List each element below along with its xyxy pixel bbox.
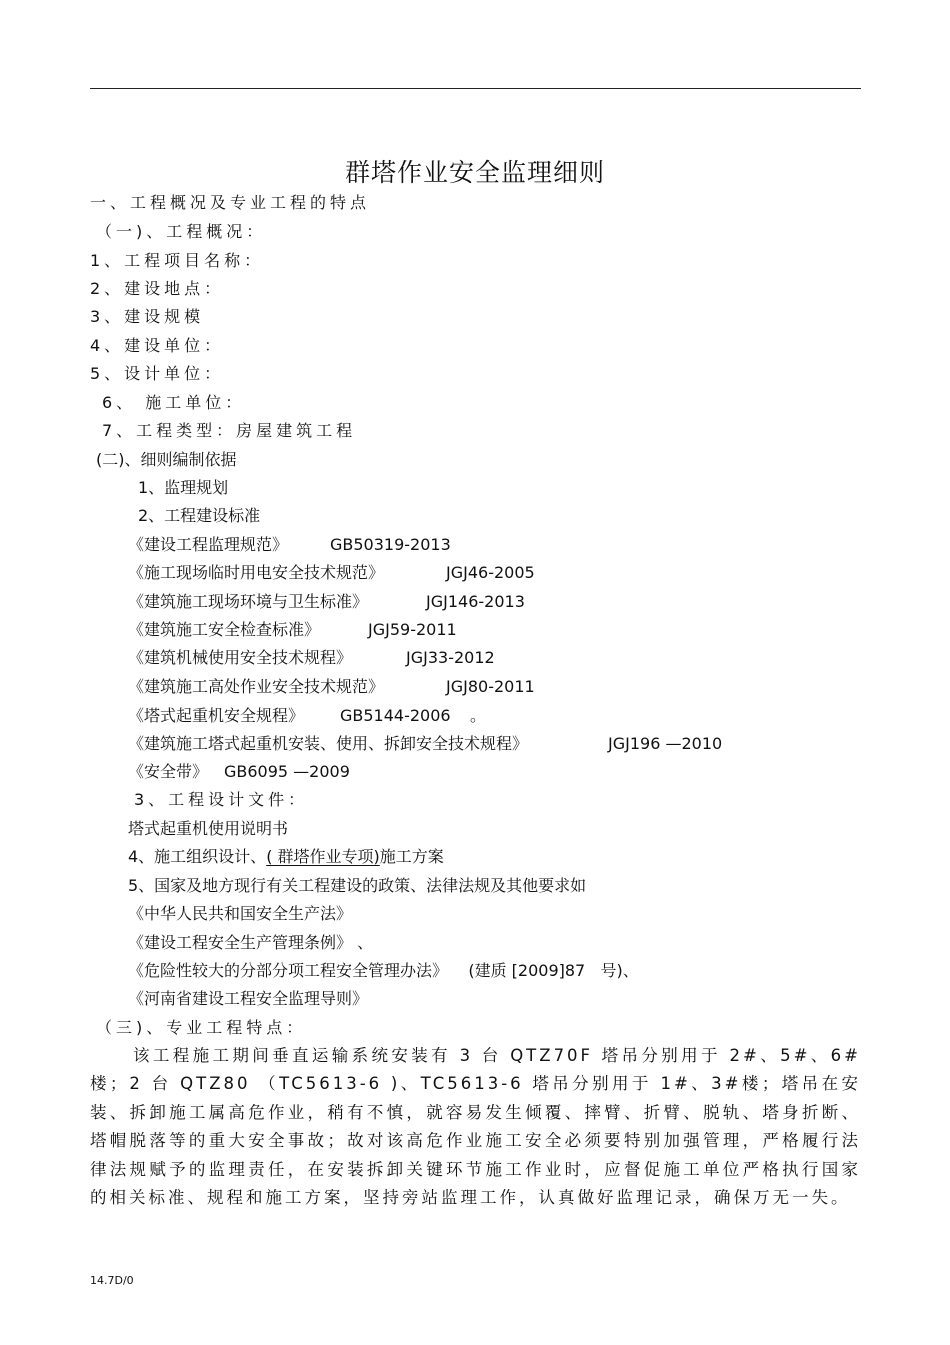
standard-name: 《建筑施工塔式起重机安装、使用、拆卸安全技术规程》 <box>128 734 529 753</box>
basis-item: 5、国家及地方现行有关工程建设的政策、法律法规及其他要求如 <box>128 876 587 895</box>
overview-item: 3、建设规模 <box>90 307 205 326</box>
standard-name: 《建筑施工安全检查标准》 <box>128 620 321 639</box>
standard-name: 《建筑施工现场环境与卫生标准》 <box>128 592 369 611</box>
design-document: 塔式起重机使用说明书 <box>128 819 289 838</box>
basis-4-suffix: 施工方案 <box>379 847 444 866</box>
section-1-2-heading: (二)、细则编制依据 <box>96 450 237 469</box>
standard-name: 《安全带》 <box>128 762 209 781</box>
law-item: 《建设工程安全生产管理条例》 、 <box>128 933 374 952</box>
basis-4-underlined: ( 群塔作业专项) <box>266 847 380 866</box>
overview-item: 1、工程项目名称： <box>90 251 265 270</box>
basis-item: 2、工程建设标准 <box>138 506 261 525</box>
standard-name: 《建筑施工高处作业安全技术规范》 <box>128 677 385 696</box>
section-1-heading: 一、工程概况及专业工程的特点 <box>90 193 371 212</box>
overview-item: 4、建设单位： <box>90 336 225 355</box>
document-title: 群塔作业安全监理细则 <box>344 158 605 187</box>
basis-item-4 <box>128 847 444 867</box>
standard-code: JGJ46-2005 <box>446 563 535 582</box>
standard-code: GB5144-2006 <box>340 706 451 725</box>
section-1-3-heading: （三)、专业工程特点： <box>96 1018 307 1037</box>
basis-item: 3、工程设计文件： <box>134 790 309 809</box>
standard-code: JGJ59-2011 <box>368 620 457 639</box>
standard-name: 《塔式起重机安全规程》 <box>128 706 305 725</box>
basis-item: 1、监理规划 <box>138 478 229 497</box>
standard-name: 《建筑机械使用安全技术规程》 <box>128 648 353 667</box>
overview-item: 6、 施工单位： <box>102 393 246 412</box>
footer-code: 14.7D/0 <box>90 1274 134 1287</box>
standard-code: GB50319-2013 <box>330 535 451 554</box>
overview-item: 5、设计单位： <box>90 364 225 383</box>
standard-name: 《建设工程监理规范》 <box>128 535 289 554</box>
project-characteristics-paragraph: 该工程施工期间垂直运输系统安装有 3 台 QTZ70F 塔吊分别用于 2#、5#、6#楼；2 台 QTZ80 （TC5613-6 )、TC5613-6 塔吊分别用于 1#、3#楼；塔吊在安装、拆卸施工属高危作业，稍有不慎，就容易发生倾覆、摔臂、折臂、脱轨、塔身折断、塔帽脱落等的重大安全事故；故对该高危作业施工安全必须要特别加强管理，严格履行法律法规赋予的监理责任，在安装拆卸关键环节施工作业时，应督促施工单位严格执行国家的相关标准、规程和施工方案，坚持旁站监理工作，认真做好监理记录，确保万无一失。 <box>90 1046 861 1208</box>
standard-code: JGJ33-2012 <box>406 648 495 667</box>
standard-name: 《施工现场临时用电安全技术规范》 <box>128 563 385 582</box>
section-1-1-heading: （一)、工程概况： <box>96 222 267 241</box>
overview-item: 7、工程类型：房屋建筑工程 <box>102 421 357 440</box>
standard-suffix: 。 <box>470 706 487 725</box>
standard-code: JGJ80-2011 <box>446 677 535 696</box>
law-item: 《中华人民共和国安全生产法》 <box>128 904 353 923</box>
header-rule <box>90 88 861 89</box>
basis-4-prefix: 4、施工组织设计、 <box>128 847 267 866</box>
law-item: 《河南省建设工程安全监理导则》 <box>128 989 369 1008</box>
standard-code: JGJ196 —2010 <box>608 734 723 753</box>
standard-code: JGJ146-2013 <box>426 592 525 611</box>
standard-code: GB6095 —2009 <box>224 762 350 781</box>
overview-item: 2、建设地点： <box>90 279 225 298</box>
law-item: 《危险性较大的分部分项工程安全管理办法》 (建质 [2009]87 号)、 <box>128 961 639 980</box>
